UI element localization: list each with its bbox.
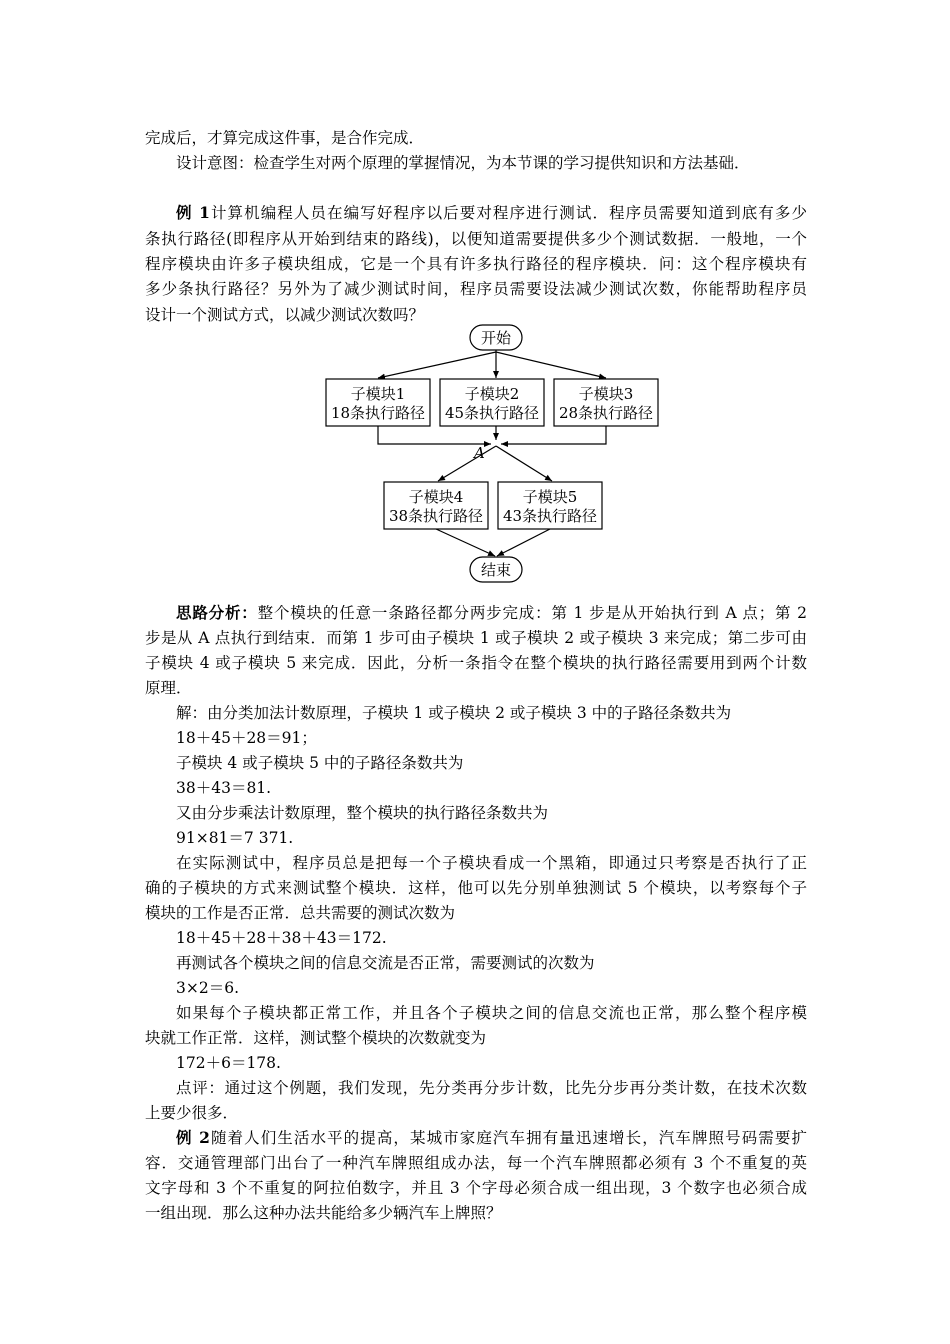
- flowchart: [0, 0, 950, 600]
- text-line: 完成后，才算完成这件事，是合作完成．: [145, 129, 425, 147]
- equation: 18＋45＋28＝91；: [176, 729, 317, 747]
- analysis-line: 原理．: [145, 679, 192, 697]
- submodule-5-name: 子模块5: [522, 488, 578, 506]
- analysis-line: 子模块 4 或子模块 5 来完成．因此，分析一条指令在整个模块的执行路径需要用到两个计数: [145, 654, 807, 672]
- equation: 91×81＝7 371.: [176, 829, 294, 847]
- example2-line: 一组出现．那么这种办法共能给多少辆汽车上牌照？: [145, 1204, 502, 1222]
- submodule-4-paths: 38条执行路径: [388, 507, 484, 525]
- comment-line: 点评：通过这个例题，我们发现，先分类再分步计数，比先分步再分类计数，在技术次数: [176, 1079, 807, 1097]
- solution-line: 再测试各个模块之间的信息交流是否正常，需要测试的次数为: [176, 954, 595, 972]
- example2-line: [176, 1128, 807, 1148]
- submodule-5-paths: 43条执行路径: [502, 507, 598, 525]
- solution-line: 解：由分类加法计数原理，子模块 1 或子模块 2 或子模块 3 中的子路径条数共为: [176, 704, 732, 722]
- solution-line: 如果每个子模块都正常工作，并且各个子模块之间的信息交流也正常，那么整个程序模: [176, 1004, 807, 1022]
- analysis-text: 整个模块的任意一条路径都分两步完成：第 1 步是从开始执行到 A 点；第 2: [257, 604, 807, 622]
- submodule-3-name: 子模块3: [578, 385, 634, 403]
- example1-line: 条执行路径(即程序从开始到结束的路线)，以便知道需要提供多少个测试数据．一般地，一个: [145, 230, 807, 248]
- design-intent: 设计意图：检查学生对两个原理的掌握情况，为本节课的学习提供知识和方法基础．: [176, 154, 750, 172]
- example1-label: 例 1: [176, 203, 210, 222]
- equation: 18＋45＋28＋38＋43＝172.: [176, 929, 387, 947]
- example2-text: 随着人们生活水平的提高，某城市家庭汽车拥有量迅速增长，汽车牌照号码需要扩: [209, 1129, 807, 1147]
- example1-line: 设计一个测试方式，以减少测试次数吗？: [145, 306, 425, 324]
- submodule-2-name: 子模块2: [464, 385, 520, 403]
- submodule-1-name: 子模块1: [350, 385, 406, 403]
- submodule-2-paths: 45条执行路径: [444, 404, 540, 422]
- equation: 3×2＝6.: [176, 979, 239, 997]
- analysis-line: [176, 603, 807, 623]
- example2-line: 文字母和 3 个不重复的阿拉伯数字，并且 3 个字母必须合成一组出现，3 个数字也必须合成: [145, 1179, 807, 1197]
- solution-line: 在实际测试中，程序员总是把每一个子模块看成一个黑箱，即通过只考察是否执行了正: [176, 854, 807, 872]
- example1-line: 多少条执行路径？另外为了减少测试时间，程序员需要设法减少测试次数，你能帮助程序员: [145, 280, 807, 298]
- submodule-1-paths: 18条执行路径: [330, 404, 426, 422]
- start-label: 开始: [480, 329, 512, 347]
- solution-line: 模块的工作是否正常．总共需要的测试次数为: [145, 904, 456, 922]
- analysis-label: 思路分析：: [176, 603, 258, 622]
- equation: 38＋43＝81.: [176, 779, 272, 797]
- submodule-3-paths: 28条执行路径: [558, 404, 654, 422]
- point-a-label: A: [474, 444, 485, 462]
- solution-line: 又由分步乘法计数原理，整个模块的执行路径条数共为: [176, 804, 549, 822]
- solution-line: 子模块 4 或子模块 5 中的子路径条数共为: [176, 754, 464, 772]
- example1-line: 程序模块由许多子模块组成，它是一个具有许多执行路径的程序模块．问：这个程序模块有: [145, 255, 807, 273]
- example2-line: 容．交通管理部门出台了一种汽车牌照组成办法，每一个汽车牌照都必须有 3 个不重复的英: [145, 1154, 807, 1172]
- solution-line: 块就工作正常．这样，测试整个模块的次数就变为: [145, 1029, 487, 1047]
- comment-line: 上要少很多．: [145, 1104, 239, 1122]
- analysis-line: 步是从 A 点执行到结束．而第 1 步可由子模块 1 或子模块 2 或子模块 3 来完成；第二步可由: [145, 629, 807, 647]
- example1-text: 计算机编程人员在编写好程序以后要对程序进行测试．程序员需要知道到底有多少: [209, 204, 807, 222]
- equation: 172＋6＝178.: [176, 1054, 281, 1072]
- solution-line: 确的子模块的方式来测试整个模块．这样，他可以先分别单独测试 5 个模块，以考察每个子: [145, 879, 807, 897]
- end-label: 结束: [480, 561, 512, 579]
- submodule-4-name: 子模块4: [408, 488, 464, 506]
- example2-label: 例 2: [176, 1128, 210, 1147]
